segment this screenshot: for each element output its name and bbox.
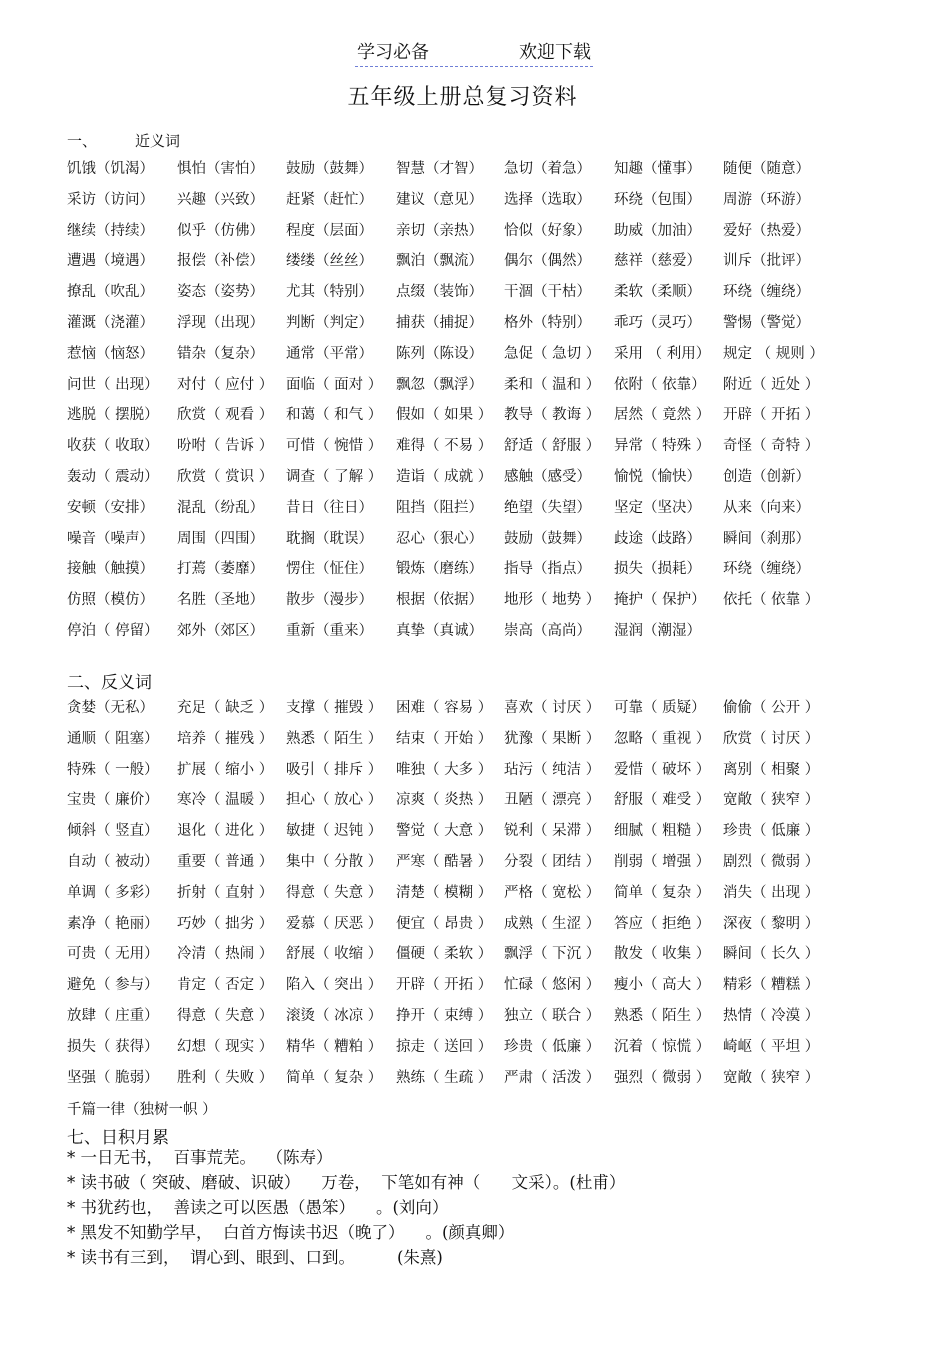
quote-line: * 书犹药也， 善读之可以医愚（愚笨） 。(刘向）: [67, 1198, 449, 1217]
synonym-cell: 安顿（安排）: [67, 499, 154, 516]
antonym-cell: 特殊（ 一般）: [67, 761, 159, 778]
antonym-cell: 陷入（ 突出 ）: [286, 977, 383, 994]
synonym-cell: 建议（意见）: [396, 191, 483, 208]
synonym-cell: 急促（ 急切 ）: [504, 345, 601, 362]
antonym-cell: 忽略（ 重视 ）: [614, 730, 711, 747]
synonym-cell: 干涸（干枯）: [504, 284, 591, 301]
synonym-cell: 格外（特别）: [504, 314, 591, 331]
antonym-cell: 僵硬（ 柔软 ）: [396, 946, 493, 963]
document-title: 五年级上册总复习资料: [347, 85, 578, 110]
synonym-cell: 奇怪（ 奇特 ）: [723, 438, 820, 455]
antonym-cell: 简单（ 复杂 ）: [614, 884, 711, 901]
synonym-cell: 调查（ 了解 ）: [286, 468, 383, 485]
synonym-cell: 遭遇（境遇）: [67, 253, 154, 270]
antonym-cell: 分裂（ 团结 ）: [504, 853, 601, 870]
antonym-cell: 犹豫（ 果断 ）: [504, 730, 601, 747]
synonym-cell: 忍心（狠心）: [396, 530, 483, 547]
antonym-cell: 精彩（ 糟糕 ）: [723, 977, 820, 994]
antonym-cell: 崎岖（ 平坦 ）: [723, 1038, 820, 1055]
antonym-cell: 警觉（ 大意 ）: [396, 823, 493, 840]
antonym-cell: 开辟（ 开拓 ）: [396, 977, 493, 994]
synonym-cell: 采访（访问）: [67, 191, 154, 208]
synonym-cell: 接触（触摸）: [67, 561, 154, 578]
synonym-cell: 赶紧（赶忙）: [286, 191, 373, 208]
antonym-cell: 困难（ 容易 ）: [396, 700, 493, 716]
synonym-cell: 愉悦（愉快）: [614, 468, 701, 485]
synonym-cell: 打蔫（萎靡）: [177, 561, 264, 578]
antonym-cell: 胜利（ 失败 ）: [177, 1069, 274, 1086]
antonym-cell: 细腻（ 粗糙 ）: [614, 823, 711, 840]
synonym-cell: 崇高（高尚）: [504, 622, 591, 639]
synonym-cell: 对付（ 应付 ）: [177, 376, 274, 393]
synonym-cell: 点缀（装饰）: [396, 284, 483, 301]
synonym-cell: 柔和（ 温和 ）: [504, 376, 601, 393]
antonym-cell: 熟练（ 生疏 ）: [396, 1069, 493, 1086]
synonym-cell: 感触（感受）: [504, 468, 591, 485]
antonym-cell: 忙碌（ 悠闲 ）: [504, 977, 601, 994]
antonym-cell: 简单（ 复杂 ）: [286, 1069, 383, 1086]
antonym-cell: 瞬间（ 长久 ）: [723, 946, 820, 963]
antonym-cell: 单调（ 多彩）: [67, 884, 159, 901]
antonym-cell: 爱惜（ 破坏 ）: [614, 761, 711, 778]
synonym-cell: 耽搁（耽误）: [286, 530, 373, 547]
synonym-cell: 判断（判定）: [286, 314, 373, 331]
synonym-cell: 逃脱（ 摆脱）: [67, 407, 159, 424]
antonym-cell: 折射（ 直射 ）: [177, 884, 274, 901]
antonym-cell: 强烈（ 微弱 ）: [614, 1069, 711, 1086]
synonym-cell: 瞬间（刹那）: [723, 530, 810, 547]
antonym-cell: 偷偷（ 公开 ）: [723, 700, 820, 716]
synonym-cell: 兴趣（兴致）: [177, 191, 264, 208]
synonym-cell: 指导（指点）: [504, 561, 591, 578]
synonym-cell: 重新（重来）: [286, 622, 373, 639]
synonym-cell: 柔软（柔顺）: [614, 284, 701, 301]
synonym-cell: 可惜（ 惋惜 ）: [286, 438, 383, 455]
synonym-cell: 欣赏（ 观看 ）: [177, 407, 274, 424]
synonym-cell: 开辟（ 开拓 ）: [723, 407, 820, 424]
synonym-cell: 鼓励（鼓舞）: [286, 161, 373, 177]
synonym-cell: 恰似（好象）: [504, 222, 591, 239]
synonym-cell: 噪音（噪声）: [67, 530, 154, 547]
synonym-cell: 浮现（出现）: [177, 314, 264, 331]
antonym-cell: 幻想（ 现实 ）: [177, 1038, 274, 1055]
antonym-cell: 独立（ 联合 ）: [504, 1007, 601, 1024]
antonym-cell: 充足（ 缺乏 ）: [177, 700, 274, 716]
antonym-cell: 重要（ 普通 ）: [177, 853, 274, 870]
antonym-cell: 玷污（ 纯洁 ）: [504, 761, 601, 778]
synonym-cell: 问世（ 出现）: [67, 376, 159, 393]
synonym-cell: 停泊（ 停留）: [67, 622, 159, 639]
antonym-cell: 丑陋（ 漂亮 ）: [504, 792, 601, 809]
antonym-extra-entry: 千篇一律（独树一帜 ）: [67, 1102, 217, 1118]
synonym-cell: 姿态（姿势）: [177, 284, 264, 301]
synonym-cell: 继续（持续）: [67, 222, 154, 239]
synonym-cell: 收获（ 收取）: [67, 438, 159, 455]
antonym-cell: 集中（ 分散 ）: [286, 853, 383, 870]
synonym-cell: 散步（漫步）: [286, 592, 373, 609]
antonym-cell: 宽敞（ 狭窄 ）: [723, 1069, 820, 1086]
section-label: 近义词: [135, 132, 181, 150]
antonym-cell: 熟悉（ 陌生 ）: [614, 1007, 711, 1024]
antonym-cell: 严肃（ 活泼 ）: [504, 1069, 601, 1086]
synonym-cell: 撩乱（吹乱）: [67, 284, 154, 301]
section-antonyms-heading: 二、反义词: [67, 673, 152, 693]
synonym-cell: 轰动（ 震动）: [67, 468, 159, 485]
antonym-cell: 得意（ 失意 ）: [286, 884, 383, 901]
page-header: [355, 38, 593, 67]
antonym-cell: 损失（ 获得）: [67, 1038, 159, 1055]
synonym-cell: 周围（四围）: [177, 530, 264, 547]
synonym-cell: 慈祥（慈爱）: [614, 253, 701, 270]
synonym-cell: 知趣（懂事）: [614, 161, 701, 177]
antonym-cell: 素净（ 艳丽）: [67, 915, 159, 932]
synonym-cell: 饥饿（饥渴）: [67, 161, 154, 177]
antonym-cell: 沉着（ 惊慌 ）: [614, 1038, 711, 1055]
synonym-cell: 急切（着急）: [504, 161, 591, 177]
synonym-cell: 助威（加油）: [614, 222, 701, 239]
antonym-cell: 严格（ 宽松 ）: [504, 884, 601, 901]
header-right-text: 欢迎下载: [519, 42, 591, 63]
antonym-cell: 熟悉（ 陌生 ）: [286, 730, 383, 747]
antonym-cell: 瘦小（ 高大 ）: [614, 977, 711, 994]
synonym-cell: 随便（随意）: [723, 161, 810, 177]
synonym-cell: 舒适（ 舒服 ）: [504, 438, 601, 455]
synonym-cell: 通常（平常）: [286, 345, 373, 362]
antonym-cell: 宝贵（ 廉价）: [67, 792, 159, 809]
antonym-cell: 担心（ 放心 ）: [286, 792, 383, 809]
antonym-cell: 可靠（ 质疑）: [614, 700, 706, 716]
antonym-cell: 热情（ 冷漠 ）: [723, 1007, 820, 1024]
synonym-cell: 创造（创新）: [723, 468, 810, 485]
synonym-cell: 吩咐（ 告诉 ）: [177, 438, 274, 455]
antonym-cell: 扩展（ 缩小 ）: [177, 761, 274, 778]
section-number: 一、: [67, 132, 98, 150]
synonym-cell: 环绕（缠绕）: [723, 284, 810, 301]
synonym-cell: 爱好（热爱）: [723, 222, 810, 239]
section-quotes-heading: 七、日积月累: [67, 1128, 169, 1148]
header-left-text: 学习必备: [357, 42, 429, 63]
quote-line: * 一日无书， 百事荒芜。 （陈寿）: [67, 1148, 333, 1167]
synonym-cell: 训斥（批评）: [723, 253, 810, 270]
antonym-cell: 倾斜（ 竖直）: [67, 823, 159, 840]
antonym-cell: 巧妙（ 拙劣 ）: [177, 915, 274, 932]
antonym-cell: 清楚（ 模糊 ）: [396, 884, 493, 901]
synonym-cell: 难得（ 不易 ）: [396, 438, 493, 455]
quote-line: * 读书有三到， 谓心到、眼到、口到。 (朱熹): [67, 1248, 443, 1267]
synonym-cell: 灌溉（浇灌）: [67, 314, 154, 331]
antonym-cell: 消失（ 出现 ）: [723, 884, 820, 901]
synonym-cell: 亲切（亲热）: [396, 222, 483, 239]
synonym-cell: 和蔼（ 和气 ）: [286, 407, 383, 424]
synonym-cell: 仿照（模仿）: [67, 592, 154, 609]
synonym-cell: 附近（ 近处 ）: [723, 376, 820, 393]
antonym-cell: 结束（ 开始 ）: [396, 730, 493, 747]
antonym-cell: 欣赏（ 讨厌 ）: [723, 730, 820, 747]
synonym-cell: 居然（ 竟然 ）: [614, 407, 711, 424]
synonym-cell: 欣赏（ 赏识 ）: [177, 468, 274, 485]
synonym-cell: 郊外（郊区）: [177, 622, 264, 639]
antonym-cell: 掠走（ 送回 ）: [396, 1038, 493, 1055]
quote-line: * 黑发不知勤学早， 白首方悔读书迟（晚了） 。(颜真卿）: [67, 1223, 515, 1242]
antonym-cell: 坚强（ 脆弱）: [67, 1069, 159, 1086]
synonym-cell: 错杂（复杂）: [177, 345, 264, 362]
antonym-cell: 凉爽（ 炎热 ）: [396, 792, 493, 809]
antonym-cell: 敏捷（ 迟钝 ）: [286, 823, 383, 840]
synonym-cell: 似乎（仿佛）: [177, 222, 264, 239]
synonym-cell: 周游（环游）: [723, 191, 810, 208]
synonym-cell: 偶尔（偶然）: [504, 253, 591, 270]
antonym-cell: 放肆（ 庄重）: [67, 1007, 159, 1024]
synonym-cell: 缕缕（丝丝）: [286, 253, 373, 270]
synonym-cell: 阻挡（阻拦）: [396, 499, 483, 516]
antonym-cell: 离别（ 相聚 ）: [723, 761, 820, 778]
antonym-cell: 舒展（ 收缩 ）: [286, 946, 383, 963]
synonym-cell: 飘忽（飘浮）: [396, 376, 483, 393]
antonym-cell: 爱慕（ 厌恶 ）: [286, 915, 383, 932]
antonym-cell: 唯独（ 大多 ）: [396, 761, 493, 778]
synonym-cell: 程度（层面）: [286, 222, 373, 239]
synonym-cell: 掩护（ 保护）: [614, 592, 706, 609]
synonym-cell: 依托（ 依靠 ）: [723, 592, 820, 609]
antonym-cell: 飘浮（ 下沉 ）: [504, 946, 601, 963]
antonym-cell: 冷清（ 热闹 ）: [177, 946, 274, 963]
quote-list: [67, 1145, 625, 1270]
synonym-cell: 异常（ 特殊 ）: [614, 438, 711, 455]
synonym-cell: 智慧（才智）: [396, 161, 483, 177]
synonym-cell: 损失（损耗）: [614, 561, 701, 578]
synonym-cell: 鼓励（鼓舞）: [504, 530, 591, 547]
synonym-cell: 造诣（ 成就 ）: [396, 468, 493, 485]
synonym-cell: 警惕（警觉）: [723, 314, 810, 331]
antonym-cell: 答应（ 拒绝 ）: [614, 915, 711, 932]
synonym-cell: 教导（ 教诲 ）: [504, 407, 601, 424]
synonym-cell: 捕获（捕捉）: [396, 314, 483, 331]
antonym-cell: 自动（ 被动）: [67, 853, 159, 870]
synonym-cell: 愣住（怔住）: [286, 561, 373, 578]
synonym-cell: 陈列（陈设）: [396, 345, 483, 362]
synonym-cell: 绝望（失望）: [504, 499, 591, 516]
antonym-cell: 通顺（ 阻塞）: [67, 730, 159, 747]
antonym-cell: 挣开（ 束缚 ）: [396, 1007, 493, 1024]
antonym-cell: 削弱（ 增强 ）: [614, 853, 711, 870]
synonym-cell: 从来（向来）: [723, 499, 810, 516]
synonym-cell: 坚定（坚决）: [614, 499, 701, 516]
antonym-cell: 避免（ 参与）: [67, 977, 159, 994]
antonym-cell: 舒服（ 难受 ）: [614, 792, 711, 809]
antonym-cell: 喜欢（ 讨厌 ）: [504, 700, 601, 716]
synonym-cell: 假如（ 如果 ）: [396, 407, 493, 424]
antonym-cell: 寒冷（ 温暖 ）: [177, 792, 274, 809]
synonym-cell: 依附（ 依靠）: [614, 376, 706, 393]
antonym-cell: 可贵（ 无用）: [67, 946, 159, 963]
synonym-cell: 尤其（特别）: [286, 284, 373, 301]
antonym-cell: 精华（ 糟粕 ）: [286, 1038, 383, 1055]
antonym-cell: 贪婪（无私）: [67, 700, 154, 716]
antonym-cell: 宽敞（ 狭窄 ）: [723, 792, 820, 809]
synonym-cell: 名胜（圣地）: [177, 592, 264, 609]
antonym-cell: 成熟（ 生涩 ）: [504, 915, 601, 932]
synonym-cell: 歧途（歧路）: [614, 530, 701, 547]
antonym-cell: 剧烈（ 微弱 ）: [723, 853, 820, 870]
antonym-cell: 锐利（ 呆滞 ）: [504, 823, 601, 840]
synonym-cell: 采用 （ 利用）: [614, 345, 711, 362]
antonym-cell: 培养（ 摧残 ）: [177, 730, 274, 747]
antonym-cell: 散发（ 收集 ）: [614, 946, 711, 963]
antonym-cell: 深夜（ 黎明 ）: [723, 915, 820, 932]
synonym-cell: 规定 （ 规则 ）: [723, 345, 824, 362]
antonym-cell: 吸引（ 排斥 ）: [286, 761, 383, 778]
synonym-cell: 面临（ 面对 ）: [286, 376, 383, 393]
antonym-cell: 严寒（ 酷暑 ）: [396, 853, 493, 870]
section-synonyms-heading: [67, 130, 180, 151]
antonym-cell: 珍贵（ 低廉 ）: [723, 823, 820, 840]
synonym-cell: 飘泊（飘流）: [396, 253, 483, 270]
synonym-cell: 真挚（真诚）: [396, 622, 483, 639]
synonym-cell: 惹恼（恼怒）: [67, 345, 154, 362]
antonym-cell: 便宜（ 昂贵 ）: [396, 915, 493, 932]
synonym-cell: 选择（选取）: [504, 191, 591, 208]
synonym-cell: 锻炼（磨练）: [396, 561, 483, 578]
synonym-cell: 报偿（补偿）: [177, 253, 264, 270]
synonym-cell: 乖巧（灵巧）: [614, 314, 701, 331]
synonym-cell: 根据（依据）: [396, 592, 483, 609]
antonym-cell: 得意（ 失意 ）: [177, 1007, 274, 1024]
quote-line: * 读书破（ 突破、磨破、识破） 万卷， 下笔如有神（ 文采）。(杜甫）: [67, 1173, 626, 1192]
synonym-cell: 惧怕（害怕）: [177, 161, 264, 177]
synonym-cell: 昔日（往日）: [286, 499, 373, 516]
antonym-cell: 珍贵（ 低廉 ）: [504, 1038, 601, 1055]
synonym-cell: 湿润（潮湿）: [614, 622, 701, 639]
antonym-cell: 退化（ 进化 ）: [177, 823, 274, 840]
antonym-cell: 肯定（ 否定 ）: [177, 977, 274, 994]
synonym-cell: 混乱（纷乱）: [177, 499, 264, 516]
antonym-cell: 支撑（ 摧毁 ）: [286, 700, 383, 716]
synonym-cell: 环绕（包围）: [614, 191, 701, 208]
synonym-cell: 环绕（缠绕）: [723, 561, 810, 578]
synonym-cell: 地形（ 地势 ）: [504, 592, 601, 609]
antonym-cell: 滚烫（ 冰凉 ）: [286, 1007, 383, 1024]
